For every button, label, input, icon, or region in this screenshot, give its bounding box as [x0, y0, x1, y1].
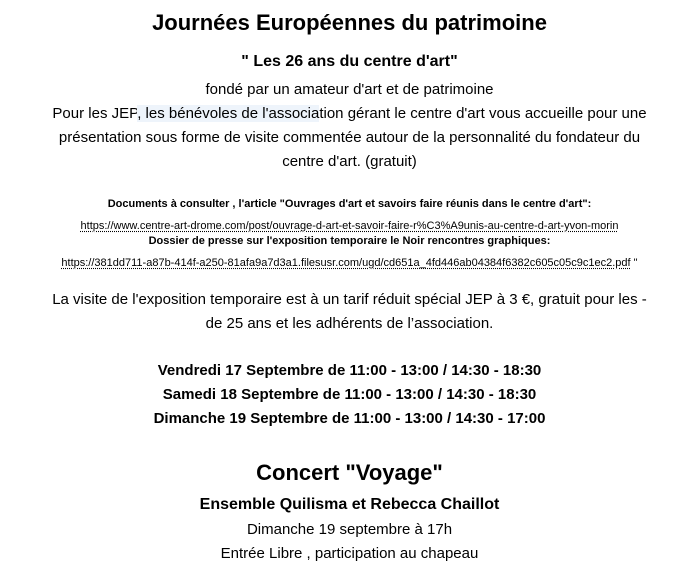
documents-link-row-2 [0, 253, 699, 271]
concert-date: Dimanche 19 septembre à 17h [246, 521, 453, 538]
schedule-saturday: Samedi 18 Septembre de 11:00 - 13:00 / 14:30 - 18:30 [162, 386, 537, 403]
page-subtitle: " Les 26 ans du centre d'art" [241, 53, 458, 70]
concert-title: Concert "Voyage" [256, 460, 443, 485]
intro-line-2-highlight: , les bénévoles de l'associa [137, 105, 320, 122]
intro-line-2-start: Pour les JEP [52, 105, 138, 122]
documents-link-row-1 [0, 216, 699, 234]
pricing-line-2: de 25 ans et les adhérents de l’association. [205, 315, 494, 332]
documents-label-press: Dossier de presse sur l'exposition temporaire le Noir rencontres graphiques: [148, 235, 551, 247]
intro-line-4: centre d'art. (gratuit) [282, 153, 417, 170]
press-kit-link-suffix: " [630, 257, 638, 269]
page-title: Journées Européennes du patrimoine [152, 10, 547, 35]
intro-line-1: fondé par un amateur d'art et de patrimoine [205, 81, 494, 98]
article-link[interactable]: https://www.centre-art-drome.com/post/ouvrage-d-art-et-savoir-faire-r%C3%A9unis-au-centre-d-art-yvon-morin [80, 220, 619, 232]
concert-entry: Entrée Libre , participation au chapeau [220, 545, 479, 562]
concert-ensemble: Ensemble Quilisma et Rebecca Chaillot [199, 496, 500, 513]
documents-label-article: Documents à consulter , l'article "Ouvrages d'art et savoirs faire réunis dans le centre d'art": [107, 198, 592, 210]
press-kit-link[interactable]: https://381dd711-a87b-414f-a250-81afa9a7d3a1.filesusr.com/ugd/cd651a_4fd446ab04384f6382c605c05c9c1ec2.pdf [61, 257, 631, 269]
intro-line-3: présentation sous forme de visite commentée autour de la personnalité du fondateur du [58, 129, 641, 146]
intro-line-2 [0, 105, 699, 122]
pricing-line-1: La visite de l'exposition temporaire est à un tarif réduit spécial JEP à 3 €, gratuit pour les - [52, 291, 647, 308]
schedule-sunday: Dimanche 19 Septembre de 11:00 - 13:00 / 14:30 - 17:00 [153, 410, 546, 427]
schedule-friday: Vendredi 17 Septembre de 11:00 - 13:00 / 14:30 - 18:30 [157, 362, 542, 379]
intro-line-2-end: tion gérant le centre d'art vous accueille pour une [319, 105, 647, 122]
